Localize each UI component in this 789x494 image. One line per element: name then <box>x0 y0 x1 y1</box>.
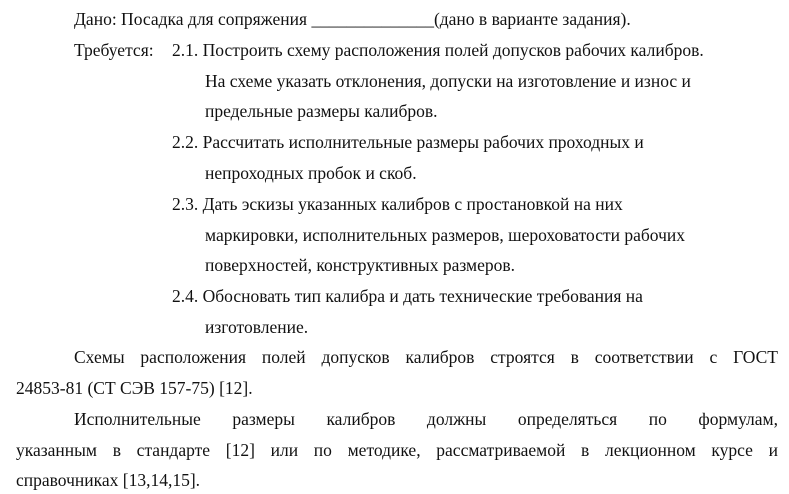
paragraph-1-line-2: 24853-81 (СТ СЭВ 157-75) [12]. <box>16 378 253 398</box>
task-item-2-2-line-2: непроходных пробок и скоб. <box>205 163 417 183</box>
paragraph-2-line-1: Исполнительные размеры калибров должны определяться по формулам, <box>74 409 778 429</box>
task-item-2-1-line-3: предельные размеры калибров. <box>205 101 438 121</box>
paragraph-1-line-1: Схемы расположения полей допусков калибров строятся в соответствии с ГОСТ <box>74 347 778 367</box>
task-item-2-4-line-1: 2.4. Обосновать тип калибра и дать технические требования на <box>172 286 643 306</box>
paragraph-2-line-2: указанным в стандарте [12] или по методике, рассматриваемой в лекционном курсе и <box>16 440 778 460</box>
required-label: Требуется: <box>74 40 154 60</box>
task-item-2-3-line-3: поверхностей, конструктивных размеров. <box>205 255 515 275</box>
task-item-2-2-line-1: 2.2. Рассчитать исполнительные размеры рабочих проходных и <box>172 132 644 152</box>
task-item-2-1-line-1: 2.1. Построить схему расположения полей допусков рабочих калибров. <box>172 40 704 60</box>
task-item-2-3-line-2: маркировки, исполнительных размеров, шероховатости рабочих <box>205 225 685 245</box>
given-line: Дано: Посадка для сопряжения ______________(дано в варианте задания). <box>74 9 631 29</box>
paragraph-2-line-3: справочниках [13,14,15]. <box>16 470 201 490</box>
task-item-2-3-line-1: 2.3. Дать эскизы указанных калибров с простановкой на них <box>172 194 623 214</box>
task-item-2-4-line-2: изготовление. <box>205 317 309 337</box>
task-item-2-1-line-2: На схеме указать отклонения, допуски на изготовление и износ и <box>205 71 691 91</box>
